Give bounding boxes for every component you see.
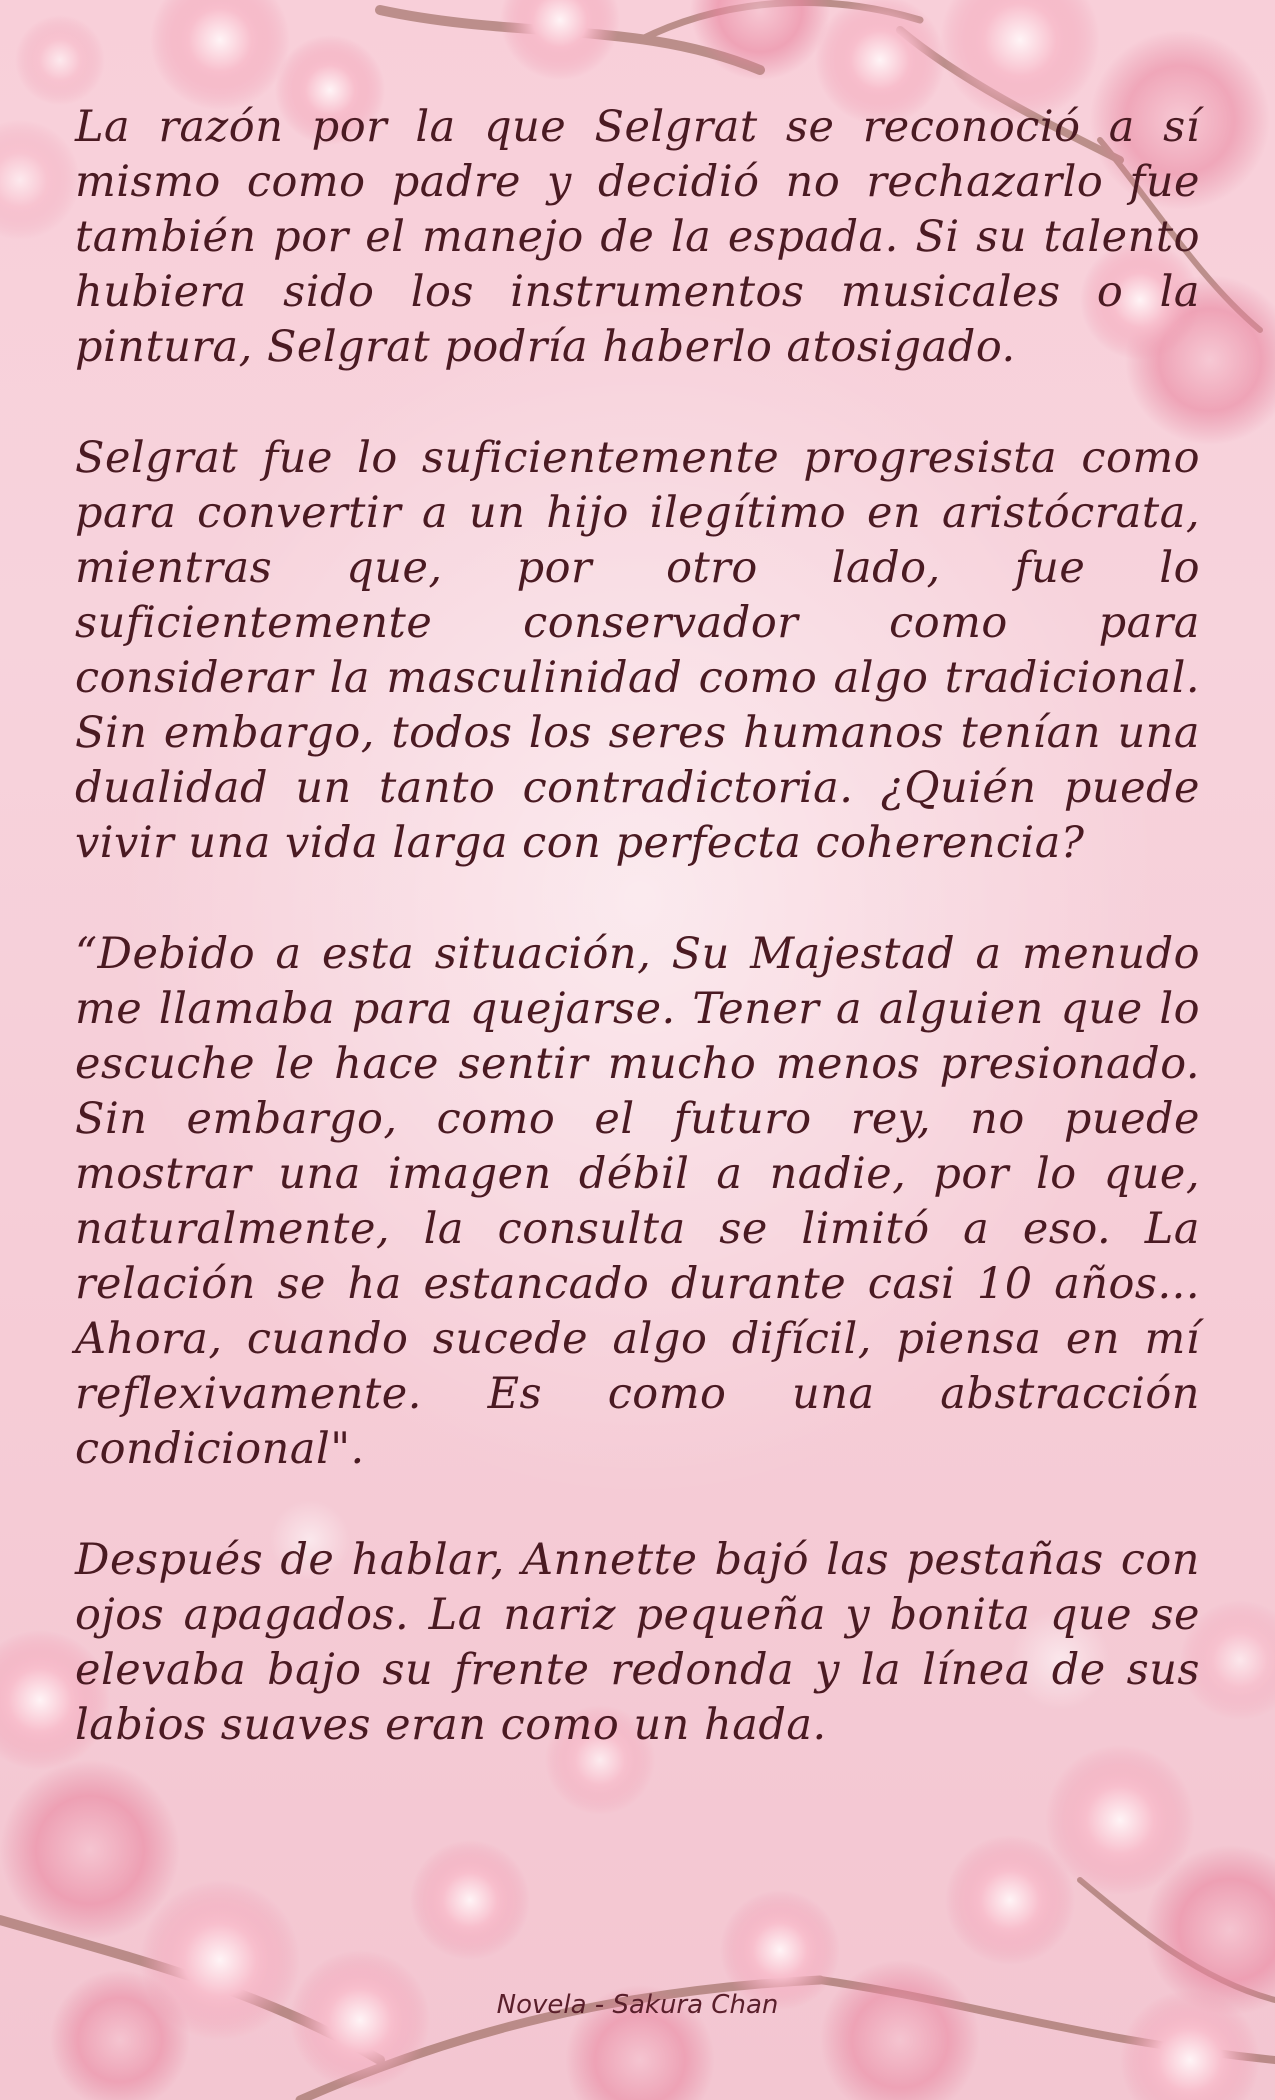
paragraph-4: Después de hablar, Annette bajó las pestañas con ojos apagados. La nariz pequeña y bonita que se elevaba bajo su frente redonda y la línea de sus labios suaves eran como un hada. — [75, 1535, 1200, 1750]
paragraph-2: Selgrat fue lo suficientemente progresista como para convertir a un hijo ilegítimo en aristócrata, mientras que, por otro lado, fue lo suficientemente conservador como para considerar la masculinidad como algo tradicional. Sin embargo, todos los seres humanos tenían una dualidad un tanto contradictoria. ¿Quién puede vivir una vida larga con perfecta coherencia? — [75, 433, 1200, 868]
paragraph-1: La razón por la que Selgrat se reconoció a sí mismo como padre y decidió no rechazarlo fue también por el manejo de la espada. Si su talento hubiera sido los instrumentos musicales o la pintura, Selgrat podría haberlo atosigado. — [75, 102, 1200, 372]
paragraph-3: “Debido a esta situación, Su Majestad a menudo me llamaba para quejarse. Tener a alguien que lo escuche le hace sentir mucho menos presionado. Sin embargo, como el futuro rey, no puede mostrar una imagen débil a nadie, por lo que, naturalmente, la consulta se limitó a eso. La relación se ha estancado durante casi 10 años... Ahora, cuando sucede algo difícil, piensa en mí reflexivamente. Es como una abstracción condicional". — [75, 929, 1200, 1474]
footer-credit: Novela - Sakura Chan — [496, 1990, 779, 2020]
reading-page — [75, 100, 1200, 1809]
